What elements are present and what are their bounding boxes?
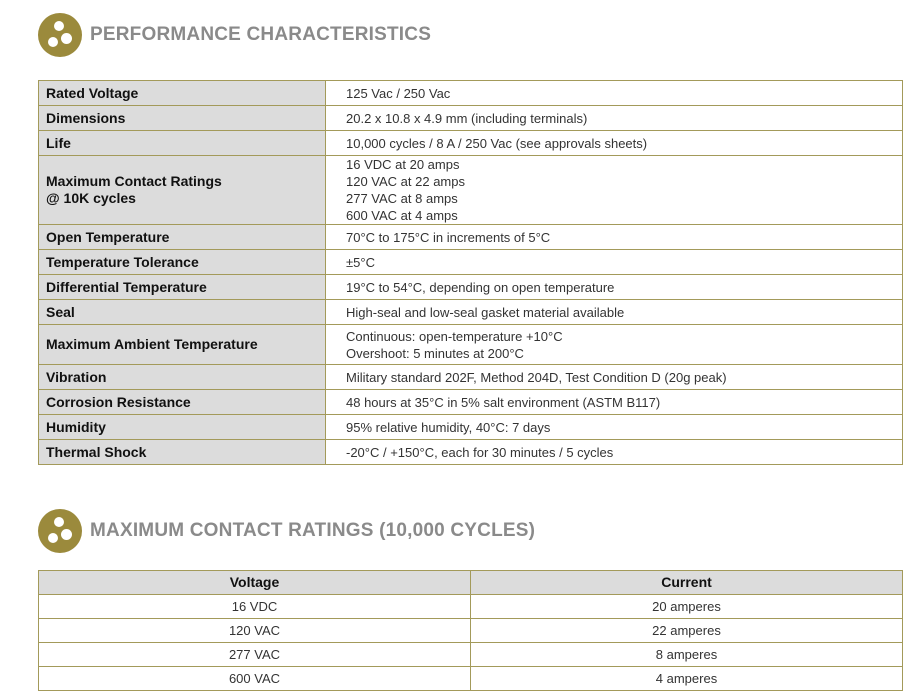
table-row [39, 250, 903, 275]
spec-value [326, 365, 903, 390]
spec-value-line: -20°C / +150°C, each for 30 minutes / 5 cycles [346, 444, 614, 460]
voltage-cell: 600 VAC [39, 667, 471, 691]
spec-value-line: 20.2 x 10.8 x 4.9 mm (including terminals) [346, 110, 588, 126]
spec-value [326, 106, 903, 131]
table-row [39, 225, 903, 250]
column-header-voltage: Voltage [39, 571, 471, 595]
spec-value [326, 81, 903, 106]
spec-label-line: Open Temperature [46, 228, 170, 245]
table-row [39, 325, 903, 365]
spec-value-line: 10,000 cycles / 8 A / 250 Vac (see approvals sheets) [346, 135, 648, 151]
spec-label-line: Seal [46, 303, 75, 320]
current-cell: 4 amperes [471, 667, 903, 691]
spec-value [326, 156, 903, 225]
spec-label [39, 250, 326, 275]
spec-label-line: Thermal Shock [46, 443, 147, 460]
section-title-performance: PERFORMANCE CHARACTERISTICS [90, 24, 432, 45]
spec-value-line: Continuous: open-temperature +10°C [346, 328, 563, 344]
spec-label [39, 390, 326, 415]
spec-value-line: Military standard 202F, Method 204D, Test Condition D (20g peak) [346, 369, 727, 385]
spec-value [326, 300, 903, 325]
spec-label [39, 440, 326, 465]
spec-value-line: 125 Vac / 250 Vac [346, 85, 451, 101]
spec-value-line: 19°C to 54°C, depending on open temperature [346, 279, 615, 295]
three-dot-circle-icon [38, 13, 82, 57]
table-row [39, 365, 903, 390]
spec-value-line: 48 hours at 35°C in 5% salt environment (ASTM B117) [346, 394, 661, 410]
spec-value [326, 225, 903, 250]
spec-value-line: Overshoot: 5 minutes at 200°C [346, 345, 524, 361]
table-row [39, 300, 903, 325]
spec-label [39, 300, 326, 325]
spec-value [326, 325, 903, 365]
spec-label [39, 325, 326, 365]
spec-value-line: 16 VDC at 20 amps [346, 157, 460, 172]
voltage-cell: 16 VDC [39, 595, 471, 619]
spec-value [326, 250, 903, 275]
spec-label-line: Dimensions [46, 109, 126, 126]
column-header-current: Current [471, 571, 903, 595]
section-title-ratings: MAXIMUM CONTACT RATINGS (10,000 CYCLES) [90, 520, 536, 541]
spec-label [39, 225, 326, 250]
spec-label [39, 156, 326, 225]
table-header-row [39, 571, 903, 595]
spec-value [326, 440, 903, 465]
table-row [39, 667, 903, 691]
spec-label-line: Rated Voltage [46, 84, 139, 101]
spec-value [326, 275, 903, 300]
spec-value-line: 95% relative humidity, 40°C: 7 days [346, 419, 551, 435]
spec-label [39, 275, 326, 300]
spec-value-line: ±5°C [346, 254, 375, 270]
spec-label [39, 106, 326, 131]
spec-value-line: 120 VAC at 22 amps [346, 174, 465, 189]
spec-label-line: Maximum Contact Ratings [46, 173, 222, 189]
table-row [39, 275, 903, 300]
spec-label [39, 81, 326, 106]
table-row [39, 595, 903, 619]
current-cell: 20 amperes [471, 595, 903, 619]
contact-ratings-table [38, 570, 903, 691]
table-row [39, 440, 903, 465]
spec-value-line: 70°C to 175°C in increments of 5°C [346, 229, 551, 245]
three-dot-circle-icon [38, 509, 82, 553]
section-header-ratings [38, 509, 535, 553]
spec-value [326, 415, 903, 440]
spec-label [39, 415, 326, 440]
table-row [39, 106, 903, 131]
spec-label [39, 365, 326, 390]
table-row [39, 415, 903, 440]
section-header-performance [38, 13, 431, 57]
table-row [39, 156, 903, 225]
spec-label-line: Differential Temperature [46, 278, 207, 295]
spec-value [326, 390, 903, 415]
table-row [39, 643, 903, 667]
spec-label-line: Corrosion Resistance [46, 393, 191, 410]
table-row [39, 390, 903, 415]
current-cell: 8 amperes [471, 643, 903, 667]
spec-label-line: Vibration [46, 368, 107, 385]
current-cell: 22 amperes [471, 619, 903, 643]
voltage-cell: 120 VAC [39, 619, 471, 643]
spec-label-line: Maximum Ambient Temperature [46, 336, 258, 352]
spec-label-line: Temperature Tolerance [46, 253, 199, 270]
spec-value [326, 131, 903, 156]
spec-value-line: High-seal and low-seal gasket material available [346, 304, 625, 320]
table-row [39, 81, 903, 106]
spec-value-line: 277 VAC at 8 amps [346, 191, 458, 206]
spec-label-line: Life [46, 134, 71, 151]
voltage-cell: 277 VAC [39, 643, 471, 667]
table-row [39, 619, 903, 643]
spec-label-line: @ 10K cycles [46, 190, 136, 206]
table-row [39, 131, 903, 156]
spec-label [39, 131, 326, 156]
spec-label-line: Humidity [46, 418, 106, 435]
performance-table [38, 80, 903, 465]
spec-value-line: 600 VAC at 4 amps [346, 208, 458, 223]
